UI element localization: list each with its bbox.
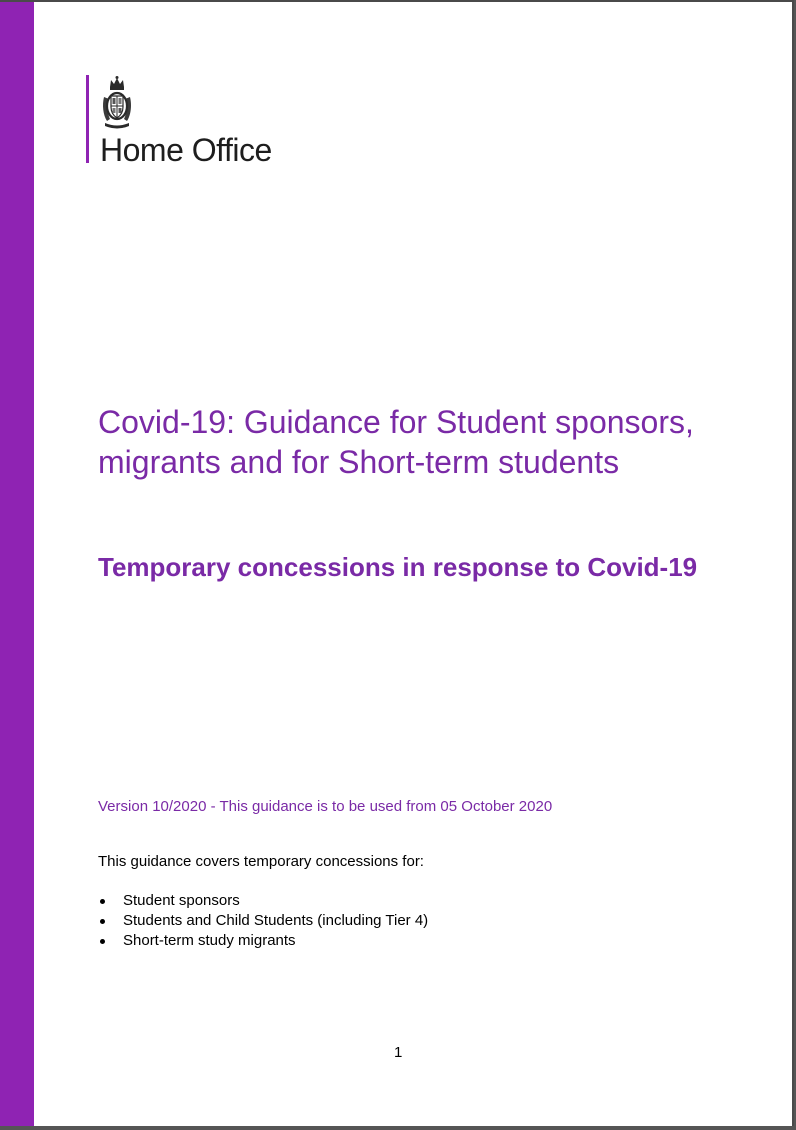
document-subtitle: Temporary concessions in response to Covid-19 xyxy=(98,552,698,582)
list-item: Student sponsors xyxy=(98,891,428,911)
concessions-list xyxy=(98,891,428,951)
home-office-logo xyxy=(86,75,306,167)
version-line: Version 10/2020 - This guidance is to be used from 05 October 2020 xyxy=(98,798,553,815)
organisation-name: Home Office xyxy=(100,132,272,168)
document-title: Covid-19: Guidance for Student sponsors, migrants and for Short-term students xyxy=(98,404,694,480)
royal-coat-of-arms-icon xyxy=(100,75,134,131)
page-number: 1 xyxy=(394,1044,403,1061)
list-item: Students and Child Students (including Tier 4) xyxy=(98,911,428,931)
page-accent-bar xyxy=(0,2,34,1126)
logo-accent-rule xyxy=(86,75,89,163)
list-item: Short-term study migrants xyxy=(98,931,428,951)
intro-text: This guidance covers temporary concessions for: xyxy=(98,853,424,870)
